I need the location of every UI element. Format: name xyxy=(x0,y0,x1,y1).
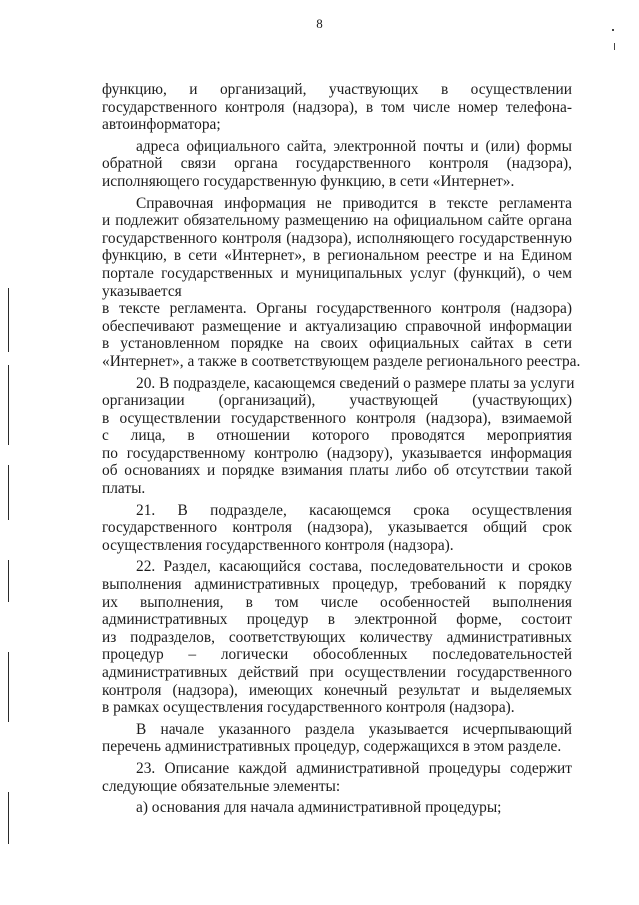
text-line: перечень административных процедур, содержащихся в этом разделе. xyxy=(102,738,562,756)
paragraph-first-line: а) основания для начала административной процедуры; xyxy=(136,799,502,817)
text-line: следующие обязательные элементы: xyxy=(102,777,341,795)
text-line: организации (организаций), участвующей (участвующих) xyxy=(102,392,572,410)
text-line: в осуществлении государственного контроля (надзора), взимаемой xyxy=(102,409,572,427)
text-line: административных действий при осуществлении государственного xyxy=(102,664,572,681)
text-line: функцию, и организаций, участвующих в осуществлении xyxy=(102,81,572,98)
scan-margin-line xyxy=(8,652,9,722)
text-line: обратной связи органа государственного контроля (надзора), xyxy=(102,155,572,173)
text-line: в рамках осуществления государственного контроля (надзора). xyxy=(102,699,515,717)
paragraph-first-line: Справочная информация не приводится в тексте регламента xyxy=(136,194,572,212)
text-line: государственного контроля (надзора), исполняющего государственную xyxy=(102,229,572,247)
text-line: государственного контроля (надзора), в том числе номер телефона- xyxy=(102,98,572,116)
text-line: об основаниях и порядке взимания платы либо об отсутствии такой xyxy=(102,462,572,480)
text-line: по государственному контролю (надзору), указывается информация xyxy=(102,444,572,462)
text-line: государственного контроля (надзора), указывается общий срок xyxy=(102,519,572,537)
text-line: в установленном порядке на своих официальных сайтах в сети xyxy=(102,335,572,353)
scan-margin-line xyxy=(8,365,9,445)
text-line: в тексте регламента. Органы государственного контроля (надзора) xyxy=(102,300,572,318)
paragraph-first-line: 23. Описание каждой административной процедуры содержит xyxy=(136,759,572,777)
text-line: портале государственных и муниципальных услуг (функций), о чем xyxy=(102,264,572,282)
text-line: контроля (надзора), имеющих конечный результат и выделяемых xyxy=(102,681,572,699)
text-line: административных процедур в электронной форме, состоит xyxy=(102,611,572,629)
text-line: автоинформатора; xyxy=(102,116,221,134)
paragraph-first-line: адреса официального сайта, электронной почты и (или) формы xyxy=(136,137,572,155)
paragraph-first-line: В начале указанного раздела указывается исчерпывающий xyxy=(136,720,572,738)
page-number: 8 xyxy=(316,16,323,31)
paragraph-first-line: 21. В подразделе, касающемся срока осуществления xyxy=(136,501,572,519)
text-line: исполняющего государственную функцию, в сети «Интернет». xyxy=(102,172,515,190)
text-line: осуществления государственного контроля (надзора). xyxy=(102,536,454,554)
text-line: выполнения административных процедур, требований к порядку xyxy=(102,576,572,594)
text-line: и подлежит обязательному размещению на официальном сайте органа xyxy=(102,212,572,230)
scan-margin-line xyxy=(8,288,9,352)
text-line: «Интернет», а также в соответствующем разделе регионального реестра. xyxy=(102,352,581,370)
text-line: указывается xyxy=(102,282,182,300)
text-line: их выполнения, в том числе особенностей выполнения xyxy=(102,593,572,611)
scan-margin-line xyxy=(8,465,9,520)
text-line: с лица, в отношении которого проводятся мероприятия xyxy=(102,427,572,445)
text-line: обеспечивают размещение и актуализацию справочной информации xyxy=(102,317,572,335)
scan-margin-line xyxy=(8,560,9,602)
text-line: процедур – логически обособленных последовательностей xyxy=(102,646,572,664)
scan-mark xyxy=(614,43,615,50)
scan-margin-line xyxy=(8,792,9,844)
scan-mark xyxy=(612,29,614,31)
paragraph-first-line: 22. Раздел, касающийся состава, последовательности и сроков xyxy=(136,558,572,576)
text-line: функцию, в сети «Интернет», в региональном реестре и на Едином xyxy=(102,247,572,265)
text-line: платы. xyxy=(102,480,146,498)
text-line: из подразделов, соответствующих количеству административных xyxy=(102,628,572,646)
document-body xyxy=(102,81,581,817)
paragraph-first-line: 20. В подразделе, касающемся сведений о размере платы за услуги xyxy=(136,374,575,392)
